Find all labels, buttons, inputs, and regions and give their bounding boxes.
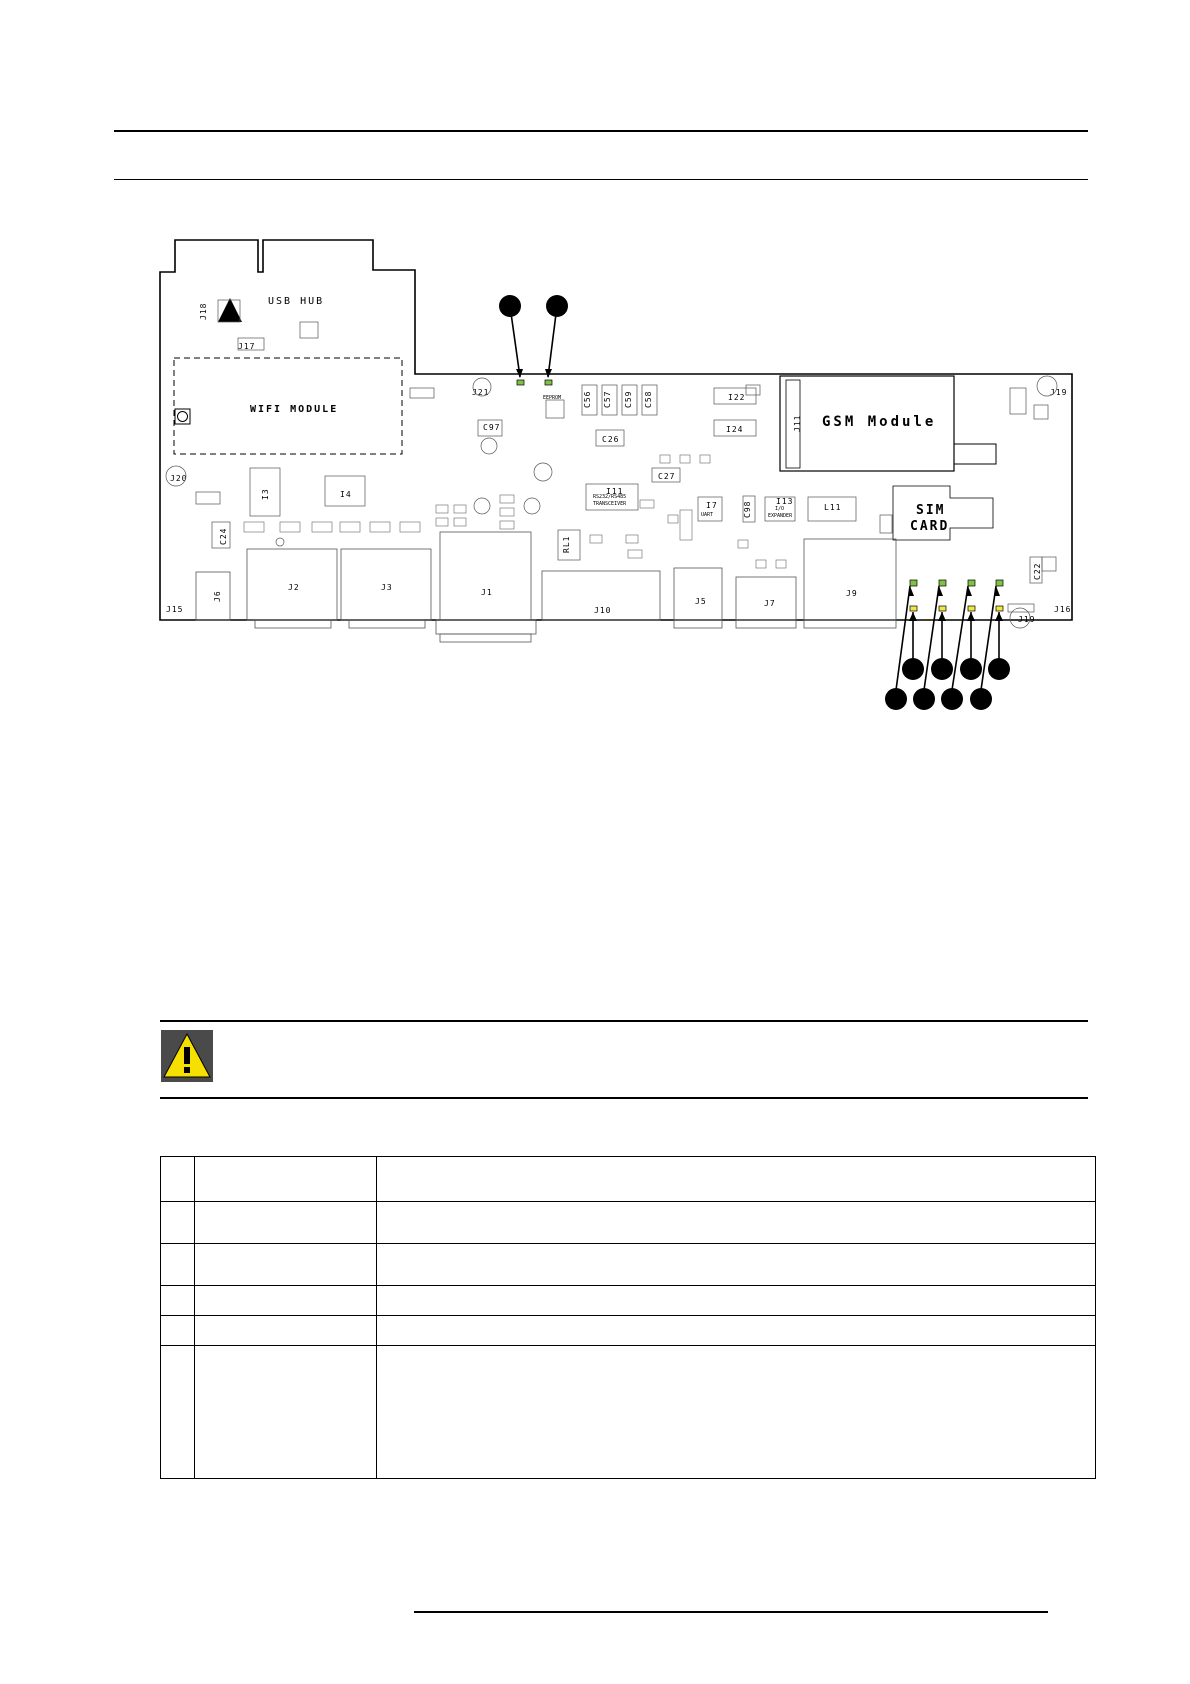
caution-box — [161, 1030, 213, 1082]
svg-text:I24: I24 — [726, 425, 744, 434]
svg-text:RL1: RL1 — [562, 535, 571, 553]
svg-text:RS232/RS485: RS232/RS485 — [593, 494, 627, 500]
table-row — [161, 1244, 1096, 1286]
pcb-diagram — [0, 0, 1190, 760]
svg-text:I7: I7 — [706, 501, 718, 510]
callout-marker — [885, 688, 907, 710]
svg-text:J3: J3 — [381, 583, 393, 592]
svg-text:J17: J17 — [238, 342, 256, 351]
callout-marker — [913, 688, 935, 710]
svg-text:J11: J11 — [793, 414, 802, 432]
caution-rule-top — [160, 1020, 1088, 1022]
svg-text:J6: J6 — [213, 590, 222, 602]
svg-text:J10: J10 — [594, 606, 612, 615]
led-4 — [939, 580, 946, 586]
svg-text:J15: J15 — [166, 605, 184, 614]
svg-text:J9: J9 — [846, 589, 858, 598]
svg-text:I13: I13 — [776, 497, 794, 506]
callout-marker — [960, 658, 982, 680]
table-row — [161, 1157, 1096, 1202]
svg-text:GSM Module: GSM Module — [822, 414, 937, 430]
callout-marker — [499, 295, 521, 317]
callout-marker — [546, 295, 568, 317]
svg-text:J21: J21 — [472, 388, 490, 397]
svg-text:C22: C22 — [1033, 562, 1042, 580]
svg-text:SIM: SIM — [916, 503, 946, 518]
svg-text:C24: C24 — [219, 527, 228, 545]
svg-text:UART: UART — [701, 512, 714, 518]
svg-text:C26: C26 — [602, 435, 620, 444]
svg-text:WIFI MODULE: WIFI MODULE — [250, 404, 339, 415]
svg-text:I3: I3 — [261, 488, 270, 500]
caution-rule-bottom — [160, 1097, 1088, 1099]
svg-text:J20: J20 — [170, 474, 188, 483]
svg-text:J1: J1 — [481, 588, 493, 597]
callout-marker — [941, 688, 963, 710]
callout-marker — [902, 658, 924, 680]
callout-marker — [970, 688, 992, 710]
led-2 — [545, 380, 552, 385]
table-row — [161, 1202, 1096, 1244]
led-1 — [517, 380, 524, 385]
led-table — [160, 1156, 1096, 1479]
svg-text:I/O: I/O — [775, 506, 785, 512]
led-7 — [910, 606, 917, 611]
table-row — [161, 1346, 1096, 1479]
callout-marker — [988, 658, 1010, 680]
svg-text:J7: J7 — [764, 599, 776, 608]
svg-text:I22: I22 — [728, 393, 746, 402]
callout-marker — [931, 658, 953, 680]
svg-text:J18: J18 — [199, 302, 208, 320]
svg-text:C57: C57 — [603, 390, 612, 408]
led-8 — [939, 606, 946, 611]
led-10 — [996, 606, 1003, 611]
svg-text:TRANSCEIVER: TRANSCEIVER — [593, 501, 627, 507]
led-3 — [910, 580, 917, 586]
svg-text:C59: C59 — [624, 390, 633, 408]
svg-text:USB HUB: USB HUB — [268, 296, 325, 307]
table-row — [161, 1316, 1096, 1346]
table-row — [161, 1286, 1096, 1316]
led-5 — [968, 580, 975, 586]
svg-text:J16: J16 — [1054, 605, 1072, 614]
led-6 — [996, 580, 1003, 586]
svg-text:EXPANDER: EXPANDER — [768, 513, 793, 519]
svg-text:EEPROM: EEPROM — [543, 395, 562, 401]
svg-text:L11: L11 — [824, 503, 842, 512]
svg-text:C58: C58 — [644, 390, 653, 408]
svg-text:I4: I4 — [340, 490, 352, 499]
footer-rule — [414, 1611, 1048, 1613]
svg-text:J19: J19 — [1018, 615, 1036, 624]
svg-text:C97: C97 — [483, 423, 501, 432]
svg-text:J19: J19 — [1050, 388, 1068, 397]
svg-text:C27: C27 — [658, 472, 676, 481]
svg-text:C98: C98 — [743, 500, 752, 518]
svg-text:J2: J2 — [288, 583, 300, 592]
svg-text:C56: C56 — [583, 390, 592, 408]
led-9 — [968, 606, 975, 611]
svg-text:I11: I11 — [606, 487, 624, 496]
svg-text:CARD: CARD — [910, 519, 950, 534]
svg-text:J5: J5 — [695, 597, 707, 606]
